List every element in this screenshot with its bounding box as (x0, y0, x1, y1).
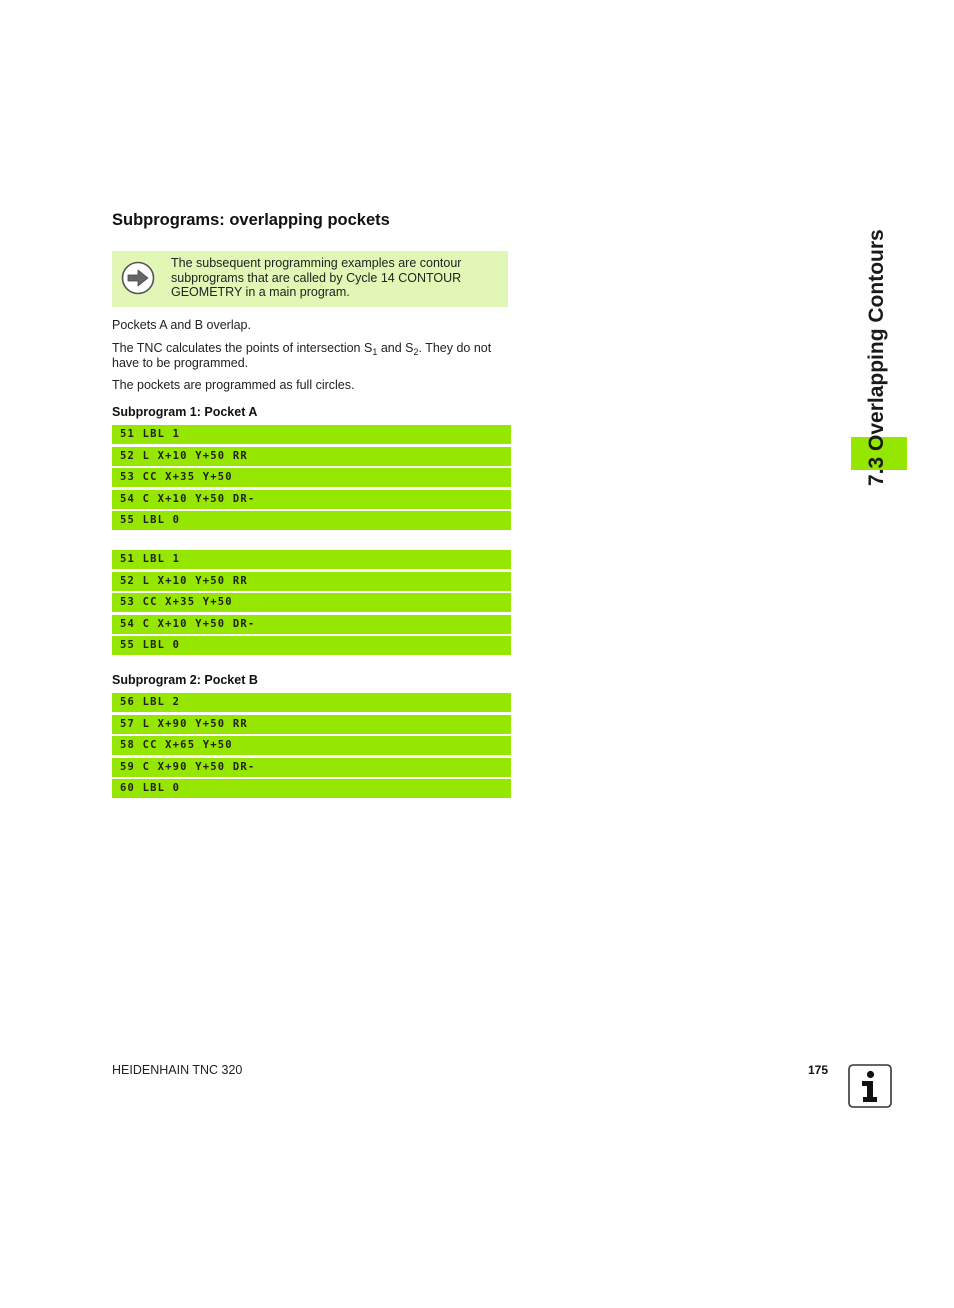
code-line: 51 LBL 1 (112, 425, 511, 444)
code-line: 55 LBL 0 (112, 511, 511, 530)
paragraph-full-circles: The pockets are programmed as full circles. (112, 378, 355, 392)
code-line: 52 L X+10 Y+50 RR (112, 447, 511, 466)
note-box (112, 251, 508, 307)
code-line: 57 L X+90 Y+50 RR (112, 715, 511, 734)
code-line: 59 C X+90 Y+50 DR- (112, 758, 511, 777)
code-line: 54 C X+10 Y+50 DR- (112, 490, 511, 509)
code-line: 53 CC X+35 Y+50 (112, 593, 511, 612)
subprogram-1-heading: Subprogram 1: Pocket A (112, 405, 258, 419)
subprogram-2-heading: Subprogram 2: Pocket B (112, 673, 258, 687)
code-line: 56 LBL 2 (112, 693, 511, 712)
code-line: 55 LBL 0 (112, 636, 511, 655)
arrow-right-icon (121, 261, 155, 295)
note-text: The subsequent programming examples are contour subprograms that are called by Cycle 14 CONTOUR GEOMETRY in a main program. (171, 256, 462, 299)
page-title: Subprograms: overlapping pockets (112, 211, 390, 229)
info-icon (848, 1064, 892, 1108)
code-line: 54 C X+10 Y+50 DR- (112, 615, 511, 634)
code-block-1 (112, 425, 511, 533)
paragraph-intersection: The TNC calculates the points of intersection $S_1$ and $S_2$. They do not have to be programmed. (112, 341, 492, 370)
code-line: 60 LBL 0 (112, 779, 511, 798)
code-block-3 (112, 693, 511, 801)
section-title: 7.3 Overlapping Contours (865, 229, 888, 486)
code-block-2 (112, 550, 511, 658)
page-number: 175 (808, 1063, 829, 1077)
footer-manual-name: HEIDENHAIN TNC 320 (112, 1063, 243, 1077)
code-line: 51 LBL 1 (112, 550, 511, 569)
code-line: 53 CC X+35 Y+50 (112, 468, 511, 487)
paragraph-overlap: Pockets A and B overlap. (112, 318, 251, 332)
code-line: 58 CC X+65 Y+50 (112, 736, 511, 755)
code-line: 52 L X+10 Y+50 RR (112, 572, 511, 591)
